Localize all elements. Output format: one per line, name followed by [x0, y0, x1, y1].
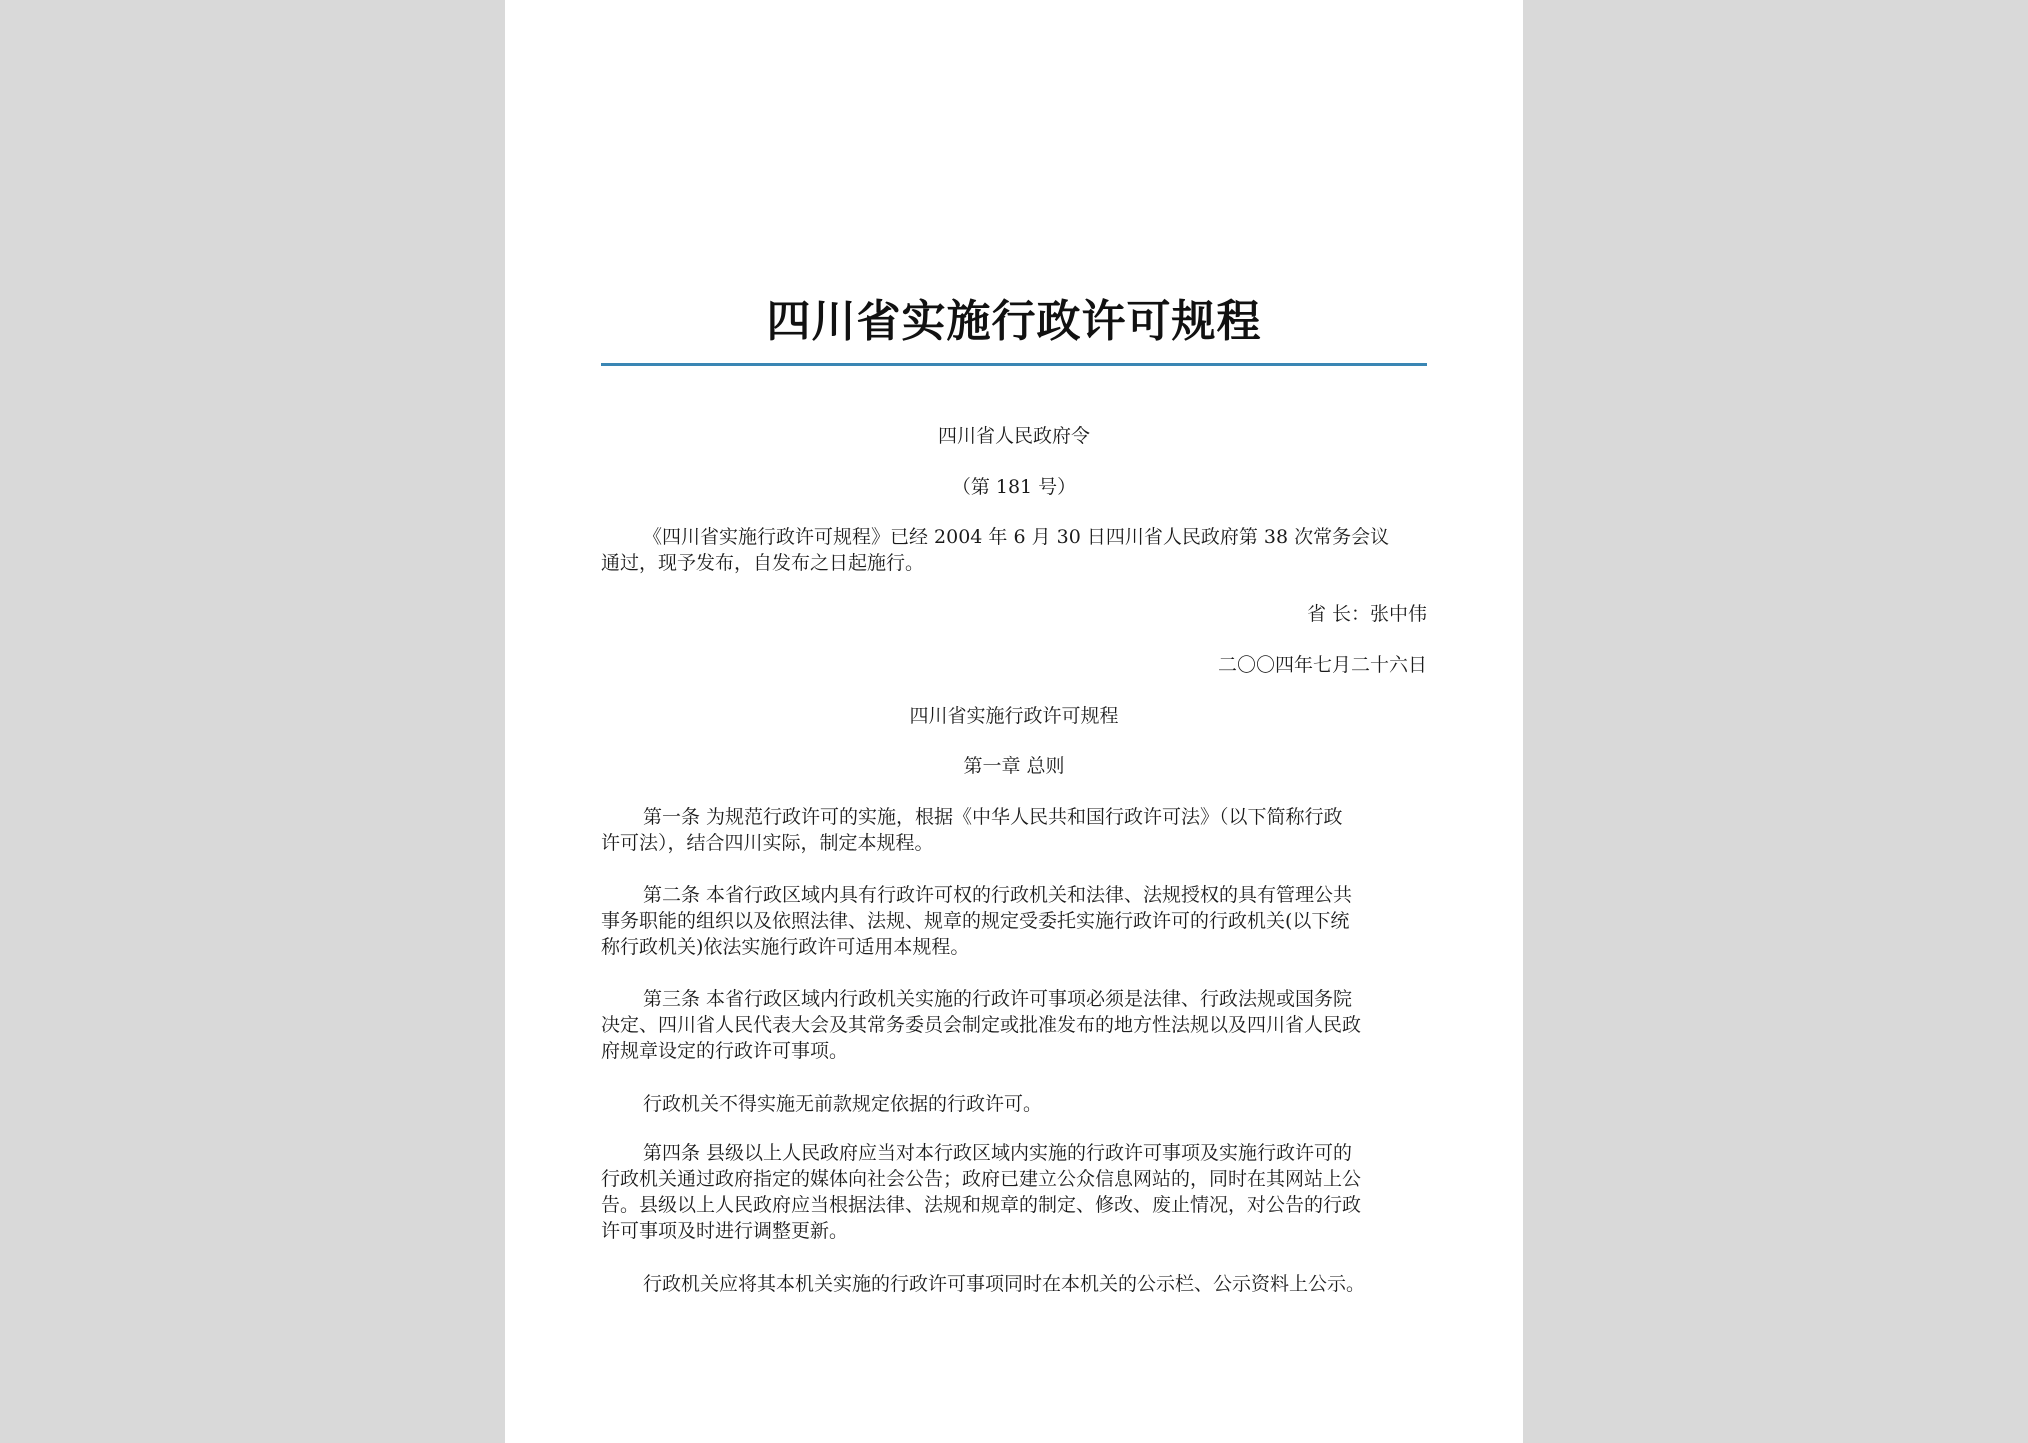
- document-subtitle: 四川省实施行政许可规程: [909, 705, 1119, 727]
- article-line: 行政机关通过政府指定的媒体向社会公告；政府已建立公众信息网站的，同时在其网站上公: [601, 1168, 1362, 1190]
- article-line: 府规章设定的行政许可事项。: [601, 1040, 849, 1062]
- article-1: [601, 804, 1427, 856]
- promulgation-line: 通过，现予发布，自发布之日起施行。: [601, 552, 925, 574]
- signatory: 省 长：张中伟: [1306, 603, 1427, 625]
- document-title: 四川省实施行政许可规程: [766, 296, 1262, 347]
- article-line: 告。县级以上人民政府应当根据法律、法规和规章的制定、修改、废止情况，对公告的行政: [601, 1194, 1362, 1216]
- article-line: 许可事项及时进行调整更新。: [601, 1220, 849, 1242]
- article-line: 称行政机关)依法实施行政许可适用本规程。: [601, 936, 970, 958]
- promulgation-line: 《四川省实施行政许可规程》已经 2004 年 6 月 30 日四川省人民政府第 38 次常务会议: [643, 526, 1390, 548]
- article-3-clause: [601, 1091, 1427, 1117]
- chapter-heading: 第一章 总则: [963, 755, 1065, 777]
- article-3: [601, 986, 1427, 1064]
- decree-number: （第 181 号）: [951, 476, 1077, 498]
- article-line: 第三条 本省行政区域内行政机关实施的行政许可事项必须是法律、行政法规或国务院: [643, 988, 1353, 1010]
- article-line: 许可法），结合四川实际，制定本规程。: [601, 832, 934, 854]
- article-4: [601, 1140, 1427, 1244]
- article-line: 事务职能的组织以及依照法律、法规、规章的规定受委托实施行政许可的行政机关(以下统: [601, 910, 1350, 932]
- date: 二〇〇四年七月二十六日: [1217, 654, 1427, 676]
- article-4-clause: [601, 1271, 1427, 1297]
- document-page: [505, 0, 1523, 1443]
- article-line: 行政机关应将其本机关实施的行政许可事项同时在本机关的公示栏、公示资料上公示。: [643, 1273, 1366, 1295]
- article-line: 第四条 县级以上人民政府应当对本行政区域内实施的行政许可事项及实施行政许可的: [643, 1142, 1353, 1164]
- article-2: [601, 882, 1427, 960]
- decree-issuer: 四川省人民政府令: [937, 425, 1090, 447]
- promulgation-paragraph: [601, 524, 1427, 576]
- article-line: 第二条 本省行政区域内具有行政许可权的行政机关和法律、法规授权的具有管理公共: [643, 884, 1353, 906]
- title-divider: [601, 363, 1427, 366]
- article-line: 决定、四川省人民代表大会及其常务委员会制定或批准发布的地方性法规以及四川省人民政: [601, 1014, 1362, 1036]
- article-line: 行政机关不得实施无前款规定依据的行政许可。: [643, 1093, 1043, 1115]
- article-line: 第一条 为规范行政许可的实施，根据《中华人民共和国行政许可法》（以下简称行政: [643, 806, 1343, 828]
